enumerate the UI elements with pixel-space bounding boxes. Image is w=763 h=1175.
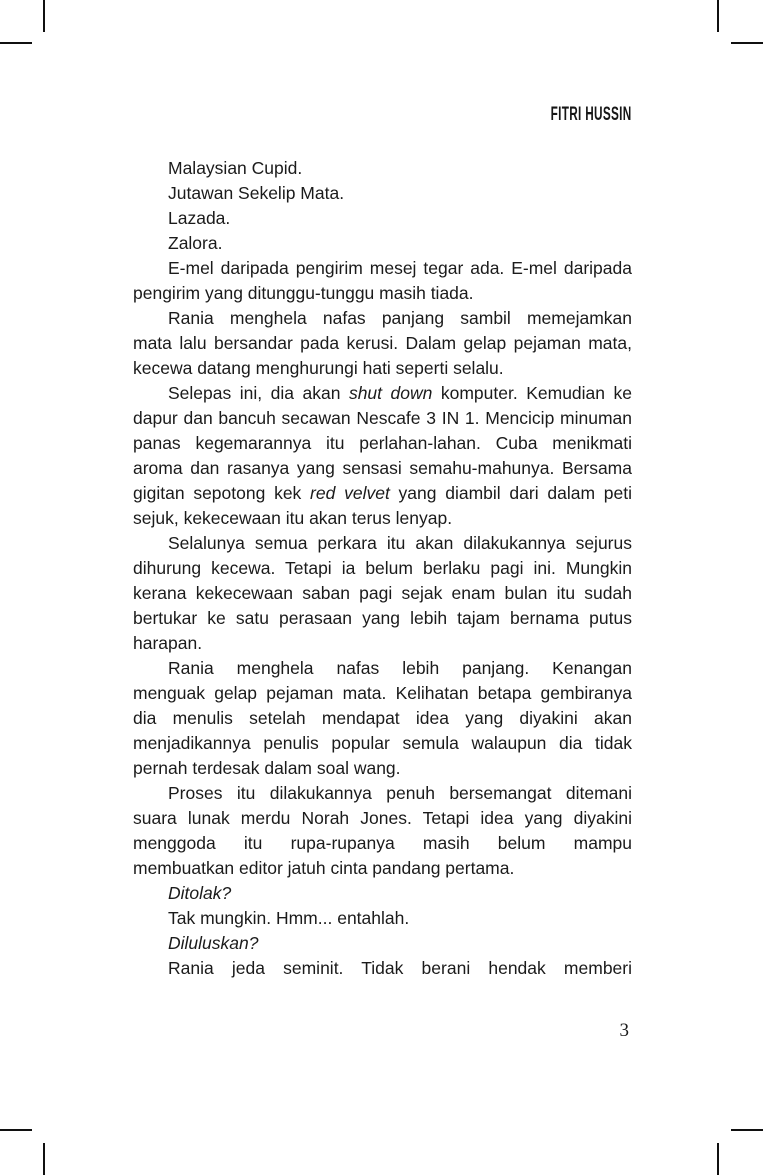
italic-text-segment: Ditolak? [168, 883, 232, 903]
crop-mark-bottom-right-vertical [717, 1143, 719, 1175]
text-line [133, 931, 632, 956]
text-segment: menggoda itu rupa-rupanya masih belum mampu [133, 833, 632, 853]
crop-mark-top-left-vertical [43, 0, 45, 32]
text-segment: dapur dan bancuh secawan Nescafe 3 IN 1. Mencicip minuman [133, 408, 632, 428]
text-line [133, 381, 632, 406]
text-line [133, 281, 632, 306]
text-line [133, 656, 632, 681]
text-line [133, 906, 632, 931]
text-segment: Selepas ini, dia akan [168, 383, 349, 403]
text-segment: menjadikannya penulis popular semula walaupun dia tidak [133, 733, 632, 753]
text-line [133, 681, 632, 706]
running-header-author: FITRI HUSSIN [551, 104, 632, 125]
body-text [133, 156, 632, 981]
text-segment: pengirim yang ditunggu-tunggu masih tiada. [133, 283, 474, 303]
text-line [133, 306, 632, 331]
text-segment: bertukar ke satu perasaan yang lebih tajam bernama putus [133, 608, 632, 628]
text-line [133, 731, 632, 756]
text-line [133, 356, 632, 381]
text-line [133, 631, 632, 656]
text-segment: harapan. [133, 633, 203, 653]
text-segment: dia menulis setelah mendapat idea yang diyakini akan [133, 708, 632, 728]
text-segment: Tak mungkin. Hmm... entahlah. [168, 908, 410, 928]
italic-text-segment: Diluluskan? [168, 933, 259, 953]
text-line [133, 581, 632, 606]
text-line [133, 531, 632, 556]
text-segment: Zalora. [168, 233, 223, 253]
text-segment: Rania menghela nafas panjang sambil memejamkan [168, 308, 632, 328]
crop-mark-bottom-left-horizontal [0, 1129, 32, 1131]
text-segment: Lazada. [168, 208, 231, 228]
text-line [133, 706, 632, 731]
text-segment: Rania menghela nafas lebih panjang. Kenangan [168, 658, 632, 678]
text-line [133, 156, 632, 181]
crop-mark-top-right-horizontal [731, 42, 763, 44]
crop-mark-bottom-left-vertical [43, 1143, 45, 1175]
text-segment: Malaysian Cupid. [168, 158, 303, 178]
text-segment: yang diambil dari dalam peti [389, 483, 632, 503]
text-line [133, 256, 632, 281]
italic-text-segment: shut down [348, 383, 433, 403]
text-segment: Jutawan Sekelip Mata. [168, 183, 345, 203]
text-line [133, 856, 632, 881]
text-line [133, 431, 632, 456]
text-line [133, 206, 632, 231]
text-segment: gigitan sepotong kek [133, 483, 311, 503]
text-segment: Proses itu dilakukannya penuh bersemangat ditemani [168, 783, 632, 803]
text-segment: kecewa datang menghurungi hati seperti selalu. [133, 358, 504, 378]
text-line [133, 756, 632, 781]
text-line [133, 956, 632, 981]
text-segment: panas kegemarannya itu perlahan-lahan. Cuba menikmati [133, 433, 632, 453]
text-segment: suara lunak merdu Norah Jones. Tetapi idea yang diyakini [133, 808, 632, 828]
text-line [133, 406, 632, 431]
text-line [133, 456, 632, 481]
crop-mark-top-right-vertical [717, 0, 719, 32]
text-segment: dihurung kecewa. Tetapi ia belum berlaku pagi ini. Mungkin [133, 558, 632, 578]
text-line [133, 506, 632, 531]
text-line [133, 331, 632, 356]
text-segment: Rania jeda seminit. Tidak berani hendak memberi [168, 958, 632, 978]
text-segment: sejuk, kekecewaan itu akan terus lenyap. [133, 508, 453, 528]
text-line [133, 831, 632, 856]
text-segment: aroma dan rasanya yang sensasi semahu-mahunya. Bersama [133, 458, 632, 478]
text-segment: membuatkan editor jatuh cinta pandang pertama. [133, 858, 515, 878]
text-line [133, 556, 632, 581]
text-line [133, 781, 632, 806]
text-segment: kerana kekecewaan saban pagi sejak enam bulan itu sudah [133, 583, 632, 603]
crop-mark-top-left-horizontal [0, 42, 32, 44]
text-line [133, 231, 632, 256]
text-line [133, 181, 632, 206]
page-number: 3 [619, 1020, 629, 1041]
text-segment: mata lalu bersandar pada kerusi. Dalam gelap pejaman mata, [133, 333, 632, 353]
text-segment: E-mel daripada pengirim mesej tegar ada. E-mel daripada [168, 258, 632, 278]
text-segment: menguak gelap pejaman mata. Kelihatan betapa gembiranya [133, 683, 632, 703]
crop-mark-bottom-right-horizontal [731, 1129, 763, 1131]
text-line [133, 806, 632, 831]
text-line [133, 606, 632, 631]
text-line [133, 481, 632, 506]
italic-text-segment: red velvet [310, 483, 390, 503]
text-segment: komputer. Kemudian ke [432, 383, 632, 403]
text-segment: pernah terdesak dalam soal wang. [133, 758, 401, 778]
text-segment: Selalunya semua perkara itu akan dilakukannya sejurus [168, 533, 632, 553]
text-line [133, 881, 632, 906]
